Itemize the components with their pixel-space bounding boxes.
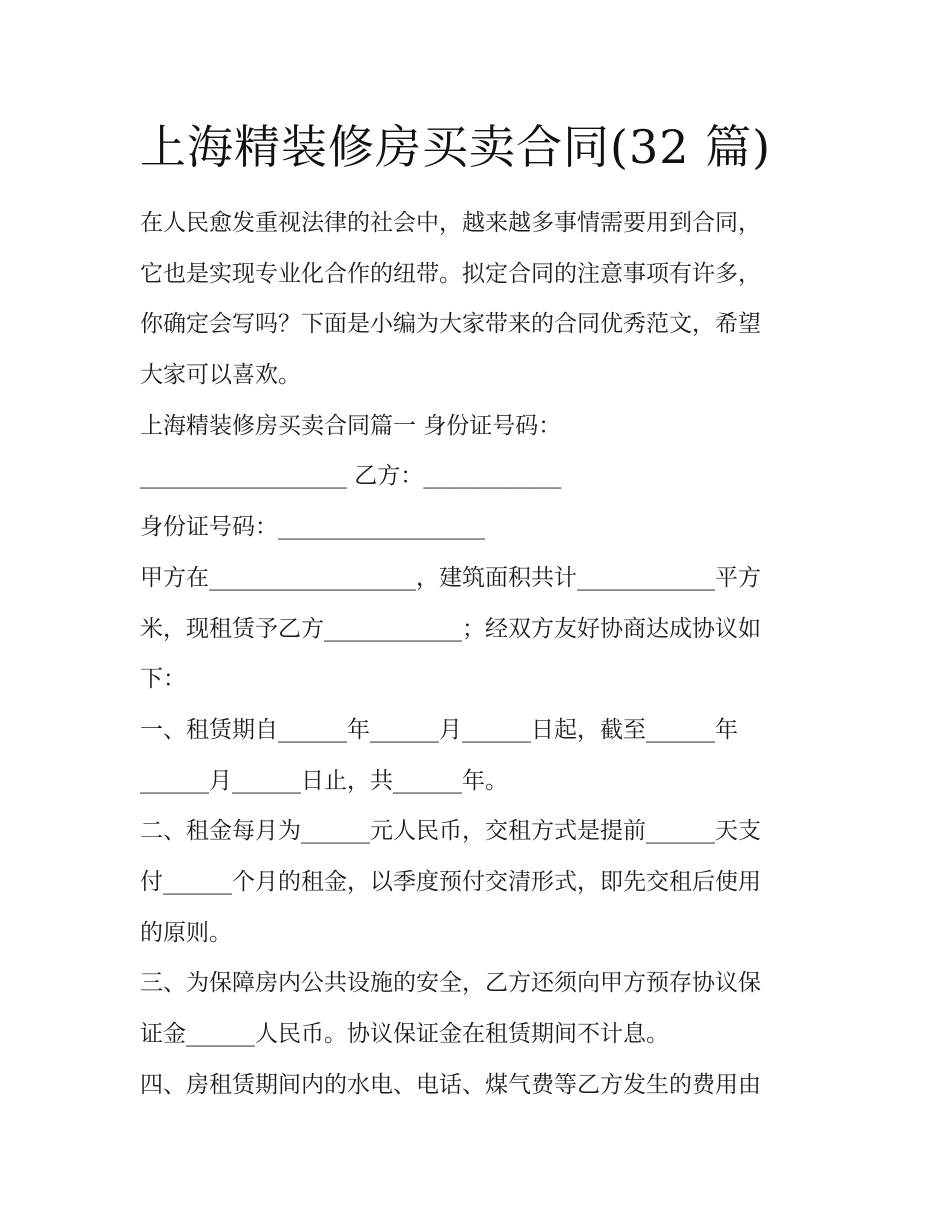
paragraph-line: 它也是实现专业化合作的纽带。拟定合同的注意事项有许多， — [140, 260, 761, 287]
clause-line: 四、房租赁期间内的水电、电话、煤气费等乙方发生的费用由 — [140, 1071, 761, 1098]
blank-field-line: 身份证号码：__________________ — [140, 514, 485, 541]
clause-line: 二、租金每月为______元人民币，交租方式是提前______天支 — [140, 818, 761, 845]
document-title: 上海精装修房买卖合同(32 篇) — [140, 120, 772, 174]
section-heading-line: 上海精装修房买卖合同篇一 身份证号码： — [140, 412, 562, 439]
clause-line: 付______个月的租金，以季度预付交清形式，即先交租后使用 — [140, 868, 761, 895]
paragraph-line: 甲方在__________________，建筑面积共计____________平方 — [140, 564, 761, 591]
clause-line: 三、为保障房内公共设施的安全，乙方还须向甲方预存协议保 — [140, 970, 761, 997]
paragraph-line: 在人民愈发重视法律的社会中，越来越多事情需要用到合同， — [140, 210, 761, 236]
clause-line: 一、租赁期自______年______月______日起，截至______年 — [140, 716, 738, 743]
clause-line: 证金______人民币。协议保证金在租赁期间不计息。 — [140, 1021, 669, 1047]
clause-line: ______月______日止，共______年。 — [140, 767, 508, 794]
paragraph-line: 米，现租赁予乙方____________；经双方友好协商达成协议如 — [140, 615, 761, 642]
paragraph-line: 下： — [140, 666, 186, 693]
paragraph-line: 你确定会写吗？下面是小编为大家带来的合同优秀范文，希望 — [140, 311, 761, 338]
paragraph-line: 大家可以喜欢。 — [140, 362, 301, 389]
document-body — [140, 198, 820, 1110]
clause-line: 的原则。 — [140, 919, 232, 946]
blank-field-line: __________________ 乙方：____________ — [140, 463, 562, 490]
